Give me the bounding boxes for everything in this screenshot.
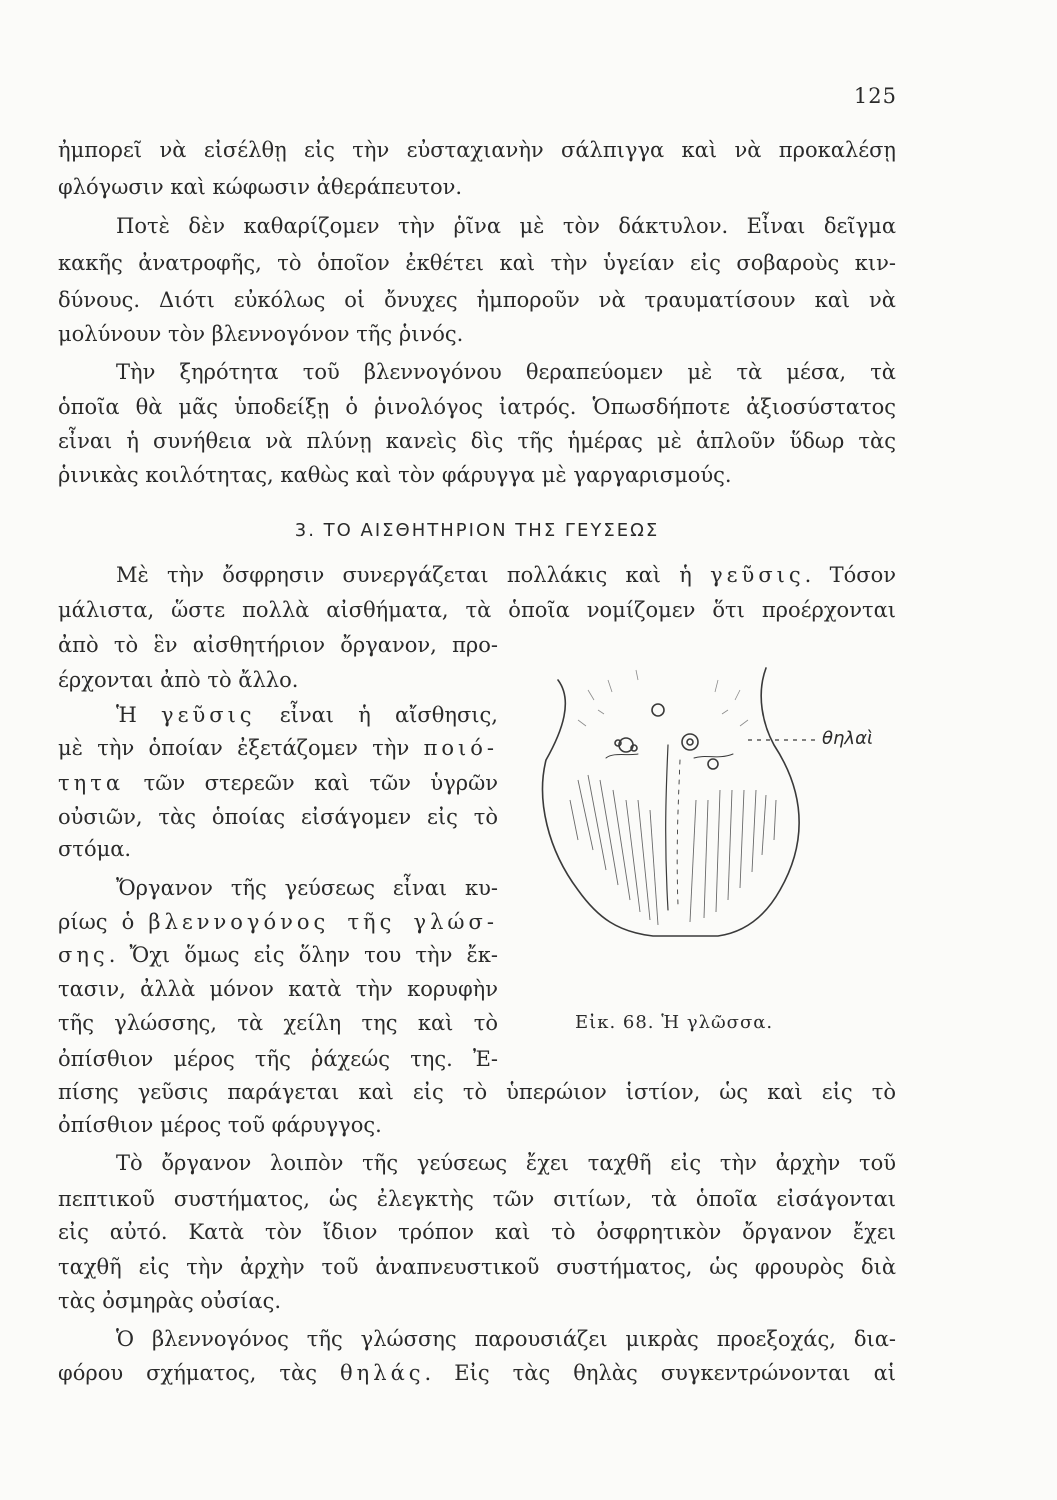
text-line: έρχονται ἀπὸ τὸ ἄλλο. <box>58 668 299 692</box>
text-line: ἀπὸ τὸ ἓν αἰσθητήριον ὄργανον, προ- <box>58 633 498 657</box>
tongue-figure <box>518 650 898 950</box>
text-line: τητα τῶν στερεῶν καὶ τῶν ὑγρῶν <box>58 771 498 795</box>
text-line: οὐσιῶν, τὰς ὁποίας εἰσάγομεν εἰς τὸ <box>58 805 498 829</box>
text-line: ταχθῆ εἰς τὴν ἀρχὴν τοῦ ἀναπνευστικοῦ συστήματος, ὡς φρουρὸς διὰ <box>58 1255 896 1279</box>
text-line: Τὸ ὄργανον λοιπὸν τῆς γεύσεως ἔχει ταχθῆ εἰς τὴν ἀρχὴν τοῦ <box>116 1151 896 1175</box>
text-line: Ὄργανον τῆς γεύσεως εἶναι κυ- <box>116 876 498 900</box>
text-line: ὀπίσθιον μέρος τοῦ φάρυγγος. <box>58 1113 382 1137</box>
text-line: μάλιστα, ὥστε πολλὰ αἰσθήματα, τὰ ὁποῖα νομίζομεν ὅτι προέρχονται <box>58 598 896 622</box>
text-line: πίσης γεῦσις παράγεται καὶ εἰς τὸ ὑπερώιον ἱστίον, ὡς καὶ εἰς τὸ <box>58 1080 896 1104</box>
text-line: εἰς αὐτό. Κατὰ τὸν ἴδιον τρόπον καὶ τὸ ὀσφρητικὸν ὄργανον ἔχει <box>58 1220 896 1244</box>
text-line: ὁποῖα θὰ μᾶς ὑποδείξῃ ὁ ῥινολόγος ἰατρός. Ὁπωσδήποτε ἀξιοσύστατος <box>58 395 896 419</box>
text-line: Ἡ γεῦσις εἶναι ἡ αἴσθησις, <box>116 703 498 727</box>
text-line: φλόγωσιν καὶ κώφωσιν ἀθεράπευτον. <box>58 175 463 199</box>
text-line: δύνους. Διότι εὐκόλως οἱ ὄνυχες ἠμποροῦν νὰ τραυματίσουν καὶ νὰ <box>58 288 896 312</box>
section-heading: 3. ΤΟ ΑΙΣΘΗΤΗΡΙΟΝ ΤΗΣ ΓΕΥΣΕΩΣ <box>294 520 660 541</box>
text-line: ρίως ὁ βλεννογόνος τῆς γλώσ- <box>58 910 498 934</box>
text-line: Ποτὲ δὲν καθαρίζομεν τὴν ῥῖνα μὲ τὸν δάκτυλον. Εἶναι δεῖγμα <box>116 214 896 238</box>
text-line: ὀπίσθιον μέρος τῆς ῥάχεώς της. Ἐ- <box>58 1047 498 1071</box>
text-line: τὰς ὀσμηρὰς οὐσίας. <box>58 1289 282 1313</box>
papillae-label: θηλαὶ <box>822 728 874 749</box>
text-line: τασιν, ἀλλὰ μόνον κατὰ τὴν κορυφὴν <box>58 977 498 1001</box>
text-line: κακῆς ἀνατροφῆς, τὸ ὁποῖον ἐκθέτει καὶ τὴν ὑγείαν εἰς σοβαροὺς κιν- <box>58 251 896 275</box>
text-line: Ὁ βλεννογόνος τῆς γλώσσης παρουσιάζει μικρὰς προεξοχάς, δια- <box>116 1327 896 1351</box>
text-line: φόρου σχήματος, τὰς θηλάς. Εἰς τὰς θηλὰς συγκεντρώνονται αἱ <box>58 1361 896 1385</box>
text-line: τῆς γλώσσης, τὰ χείλη της καὶ τὸ <box>58 1011 498 1035</box>
text-line: σης. Ὄχι ὅμως εἰς ὅλην του τὴν ἔκ- <box>58 943 498 967</box>
text-line: εἶναι ἡ συνήθεια νὰ πλύνῃ κανεὶς δὶς τῆς ἡμέρας μὲ ἁπλοῦν ὕδωρ τὰς <box>58 429 896 453</box>
text-line: μὲ τὴν ὁποίαν ἐξετάζομεν τὴν ποιό- <box>58 736 498 760</box>
text-line: Τὴν ξηρότητα τοῦ βλεννογόνου θεραπεύομεν μὲ τὰ μέσα, τὰ <box>116 360 896 384</box>
text-line: στόμα. <box>58 837 132 861</box>
text-line: μολύνουν τὸν βλεννογόνον τῆς ῥινός. <box>58 322 464 346</box>
tongue-illustration <box>518 650 898 950</box>
figure-caption: Εἰκ. 68. Ἡ γλῶσσα. <box>575 1012 774 1033</box>
text-line: πεπτικοῦ συστήματος, ὡς ἐλεγκτὴς τῶν σιτίων, τὰ ὁποῖα εἰσάγονται <box>58 1187 896 1211</box>
page-number: 125 <box>853 84 897 108</box>
text-line: Μὲ τὴν ὄσφρησιν συνεργάζεται πολλάκις καὶ ἡ γεῦσις. Τόσον <box>116 563 896 587</box>
text-line: ἠμπορεῖ νὰ εἰσέλθῃ εἰς τὴν εὐσταχιανὴν σάλπιγγα καὶ νὰ προκαλέσῃ <box>58 138 896 162</box>
text-line: ῥινικὰς κοιλότητας, καθὼς καὶ τὸν φάρυγγα μὲ γαργαρισμούς. <box>58 463 732 487</box>
